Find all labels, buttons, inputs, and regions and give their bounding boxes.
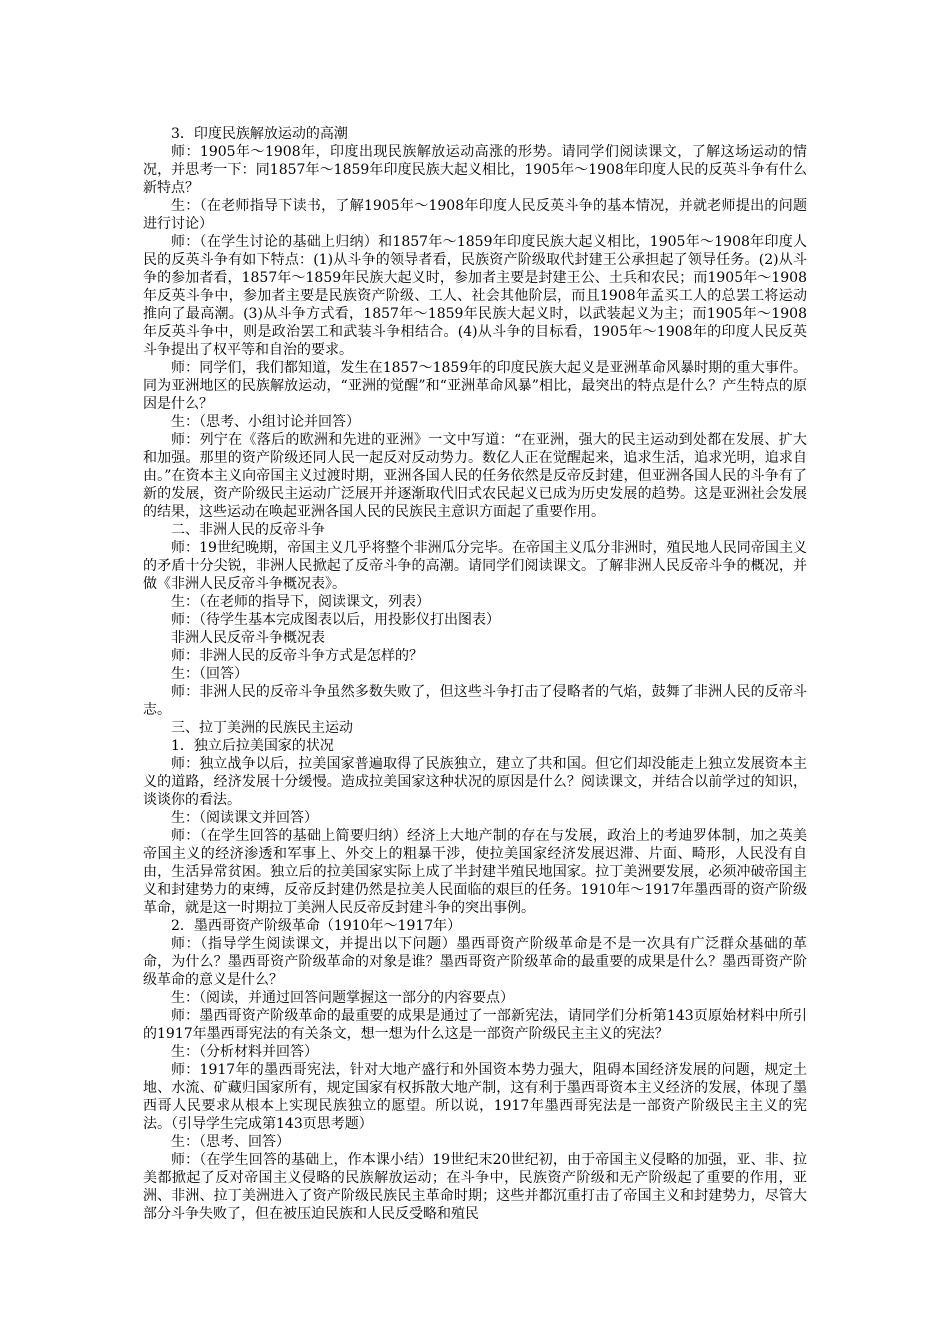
paragraph: 师：独立战争以后，拉美国家普遍取得了民族独立，建立了共和国。但它们却没能走上独立发展资本主义的道路，经济发展十分缓慢。造成拉美国家这种状况的原因是什么？阅读课文，并结合以前学过的知识，谈谈你的看法。 xyxy=(143,756,807,808)
paragraph: 生：（分析材料并回答） xyxy=(171,1044,318,1060)
paragraph: 师：（在学生讨论的基础上归纳）和1857年～1859年印度民族大起义相比，1905年～1908年印度人民的反英斗争有如下特点：(1)从斗争的领导者看，民族资产阶级取代封建王公承担起了领导任务。(2)从斗争的参加者看，1857年～1859年民族大起义时，参加者主要是封建王公、土兵和农民；而1905年～1908年反英斗争中，参加者主要是民族资产阶级、工人、社会其他阶层，而且1908年孟买工人的总罢工将运动推向了最高潮。(3)从斗争方式看，1857年～1859年民族大起义时，以武装起义为主；而1905年～1908年反英斗争中，则是政治罢工和武装斗争相结合。(4)从斗争的目标看，1905年～1908年的印度人民反英斗争提出了权平等和自治的要求。 xyxy=(143,234,807,358)
paragraph: 生：（阅读，并通过回答问题掌握这一部分的内容要点） xyxy=(171,990,514,1006)
paragraph: 生：（在老师指导下读书，了解1905年～1908年印度人民反英斗争的基本情况，并就老师提出的问题进行讨论） xyxy=(143,198,807,232)
paragraph: 师：墨西哥资产阶级革命的最重要的成果是通过了一部新宪法，请同学们分析第143页原始材料中所引的1917年墨西哥宪法的有关条文，想一想为什么这是一部资产阶级民主主义的宪法？ xyxy=(143,1008,807,1042)
section-heading: 三、拉丁美洲的民族民主运动 xyxy=(171,720,353,736)
section-heading: 二、非洲人民的反帝斗争 xyxy=(171,522,325,538)
paragraph: 生：（在老师的指导下，阅读课文，列表） xyxy=(171,594,430,610)
subsection-heading: 2．墨西哥资产阶级革命（1910年～1917年） xyxy=(171,918,462,934)
paragraph: 师：列宁在《落后的欧洲和先进的亚洲》一文中写道：“在亚洲，强大的民主运动到处都在发展、扩大和加强。那里的资产阶级还同人民一起反对反动势力。数亿人正在觉醒起来，追求生活，追求光明，追求自由。”在资本主义向帝国主义过渡时期，亚洲各国人民的任务依然是反帝反封建，但亚洲各国人民的斗争有了新的发展，资产阶级民主运动广泛展开并逐渐取代旧式农民起义已成为历史发展的趋势。这是亚洲社会发展的结果，这些运动在唤起亚洲各国人民的民族民主意识方面起了重要作用。 xyxy=(143,432,807,520)
paragraph: 师：1905年～1908年，印度出现民族解放运动高涨的形势。请同学们阅读课文，了解这场运动的情况，并思考一下：同1857年～1859年印度民族大起义相比，1905年～1908年印度人民的反英斗争有什么新特点？ xyxy=(143,144,807,196)
paragraph: 生：（思考、小组讨论并回答） xyxy=(171,414,360,430)
paragraph: 师：（指导学生阅读课文，并提出以下问题）墨西哥资产阶级革命是不是一次具有广泛群众基础的革命，为什么？墨西哥资产阶级革命的对象是谁？墨西哥资产阶级革命的最重要的成果是什么？墨西哥资产阶级革命的意义是什么？ xyxy=(143,936,807,988)
paragraph: 师：19世纪晚期，帝国主义几乎将整个非洲瓜分完毕。在帝国主义瓜分非洲时，殖民地人民同帝国主义的矛盾十分尖锐，非洲人民掀起了反帝斗争的高潮。请同学们阅读课文。了解非洲人民反帝斗争的概况，并做《非洲人民反帝斗争概况表》。 xyxy=(143,540,807,592)
paragraph: 师：1917年的墨西哥宪法，针对大地产盛行和外国资本势力强大，阻碍本国经济发展的问题，规定土地、水流、矿藏归国家所有，规定国家有权拆散大地产制，这有利于墨西哥资本主义经济的发展，体现了墨西哥人民要求从根本上实现民族独立的愿望。所以说，1917年墨西哥宪法是一部资产阶级民主主义的宪法。（引导学生完成第143页思考题） xyxy=(143,1062,807,1132)
paragraph: 师：（在学生回答的基础上，作本课小结）19世纪末20世纪初，由于帝国主义侵略的加强，亚、非、拉美都掀起了反对帝国主义侵略的民族解放运动；在斗争中，民族资产阶级和无产阶级起了重要的作用，亚洲、非洲、拉丁美洲进入了资产阶级民族民主革命时期；这些并都沉重打击了帝国主义和封建势力，尽管大部分斗争失败了，但在被压迫民族和人民反受略和殖民 xyxy=(143,1152,807,1222)
paragraph: 师：（待学生基本完成图表以后，用投影仪打出图表） xyxy=(171,612,500,628)
section-heading: 3．印度民族解放运动的高潮 xyxy=(171,126,348,142)
paragraph: 生：（回答） xyxy=(171,666,248,682)
paragraph: 师：非洲人民的反帝斗争虽然多数失败了，但这些斗争打击了侵略者的气焰，鼓舞了非洲人民的反帝斗志。 xyxy=(143,684,807,718)
paragraph: 生：（思考、回答） xyxy=(171,1134,290,1150)
paragraph: 师：（在学生回答的基础上简要归纳）经济上大地产制的存在与发展，政治上的考迪罗体制，加之英美帝国主义的经济渗透和军事上、外交上的粗暴干涉，使拉美国家经济发展迟滞、片面、畸形，人民没有自由，生活异常贫困。独立后的拉美国家实际上成了半封建半殖民地国家。拉丁美洲要发展，必须冲破帝国主义和封建势力的束缚，反帝反封建仍然是拉美人民面临的艰巨的任务。1910年～1917年墨西哥的资产阶级革命，就是这一时期拉丁美洲人民反帝反封建斗争的突出事例。 xyxy=(143,828,807,916)
subsection-heading: 1．独立后拉美国家的状况 xyxy=(171,738,334,754)
table-caption: 非洲人民反帝斗争概况表 xyxy=(171,630,325,646)
document-body xyxy=(143,125,807,1223)
paragraph: 师：非洲人民的反帝斗争方式是怎样的？ xyxy=(171,648,423,664)
paragraph: 生：（阅读课文并回答） xyxy=(171,810,318,826)
paragraph: 师：同学们，我们都知道，发生在1857～1859年的印度民族大起义是亚洲革命风暴时期的重大事件。同为亚洲地区的民族解放运动，“亚洲的觉醒”和“亚洲革命风暴”相比，最突出的特点是什么？产生特点的原因是什么？ xyxy=(143,360,807,412)
